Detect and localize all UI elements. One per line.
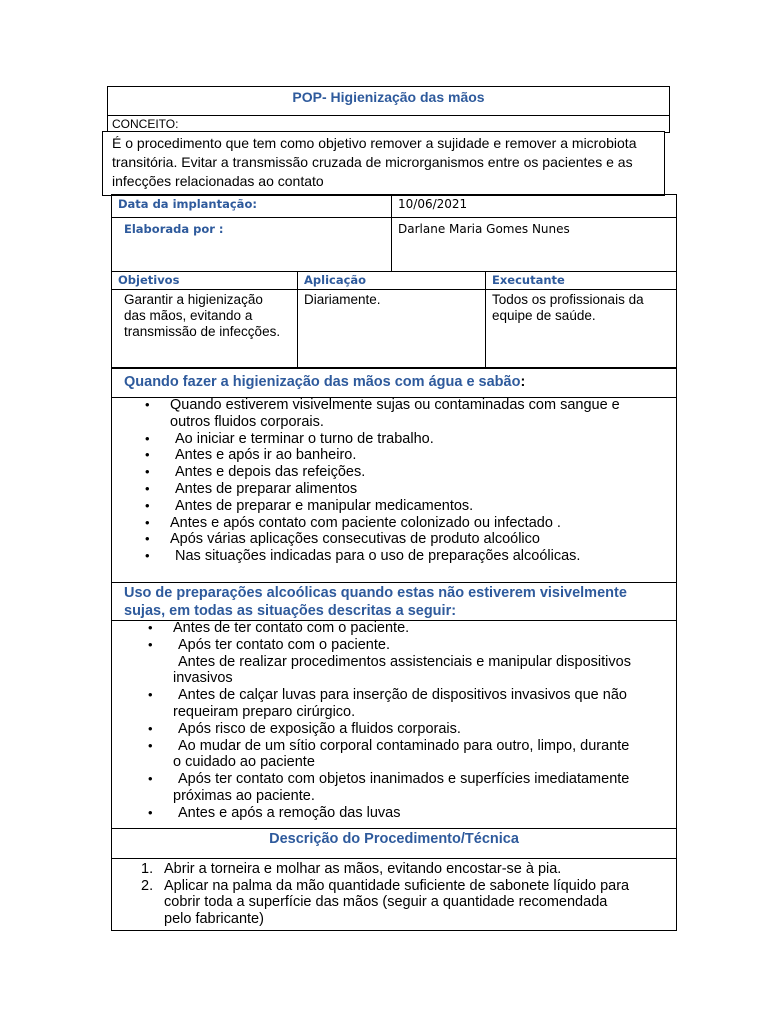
list-item: • Antes e depois das refeições. — [145, 464, 366, 481]
section2-heading-line: sujas, em todas as situações descritas a seguir: — [124, 603, 457, 619]
objetivos-header: Objetivos — [118, 273, 180, 287]
conceito-text-box — [102, 131, 665, 196]
aplicacao-line: Diariamente. — [304, 292, 381, 307]
section2-heading-line: Uso de preparações alcoólicas quando estas não estiverem visivelmente — [124, 585, 627, 601]
list-item: requeiram preparo cirúrgico. — [173, 703, 356, 720]
step-item: 1. Abrir a torneira e molhar as mãos, evitando encostar-se à pia. — [141, 861, 562, 877]
executante-line: Todos os profissionais da — [492, 292, 644, 307]
section3-heading: Descrição do Procedimento/Técnica — [269, 831, 519, 847]
list-item: • Antes de ter contato com o paciente. — [148, 620, 410, 636]
list-item: o cuidado ao paciente — [173, 754, 315, 771]
title-box — [107, 86, 670, 116]
list-item: invasivos — [173, 670, 233, 687]
list-item: • Após ter contato com o paciente. — [148, 636, 390, 653]
list-item: • Antes e após a remoção das luvas — [148, 804, 401, 821]
list-item: • Nas situações indicadas para o uso de preparações alcoólicas. — [145, 548, 581, 565]
data-implantacao-value: 10/06/2021 — [398, 197, 468, 211]
executante-header: Executante — [492, 273, 565, 287]
conceito-line: infecções relacionadas ao contato — [112, 173, 324, 189]
list-item: • Antes e após contato com paciente colonizado ou infectado . — [145, 514, 561, 531]
section1-heading-suffix: : — [520, 374, 526, 390]
list-item: • Após risco de exposição a fluidos corporais. — [148, 720, 461, 737]
objetivos-line: das mãos, evitando a — [124, 308, 253, 323]
section2-heading — [112, 583, 676, 620]
conceito-line: É o procedimento que tem como objetivo remover a sujidade e remover a microbiota — [112, 135, 637, 151]
objetivos-line: Garantir a higienização — [124, 292, 263, 307]
page-title: POP- Higienização das mãos — [292, 89, 485, 105]
aplicacao-header: Aplicação — [304, 273, 367, 287]
list-item: outros fluidos corporais. — [170, 413, 324, 430]
list-item: • Antes de preparar alimentos — [145, 480, 358, 497]
list-item: • Antes de calçar luvas para inserção de dispositivos invasivos que não — [148, 687, 627, 704]
objetivos-line: transmissão de infecções. — [124, 324, 281, 339]
list-item: • Antes de preparar e manipular medicamentos. — [145, 497, 474, 514]
info-table — [111, 194, 677, 272]
list-item: Antes de realizar procedimentos assistenciais e manipular dispositivos — [178, 653, 631, 670]
elaborada-label: Elaborada por : — [124, 222, 224, 236]
sections-table — [111, 367, 677, 931]
section1-list — [112, 397, 676, 565]
list-item: • Antes e após ir ao banheiro. — [145, 447, 357, 464]
list-item: • Ao iniciar e terminar o turno de trabalho. — [145, 430, 434, 447]
details-table — [111, 271, 677, 369]
section1-heading — [112, 368, 676, 391]
list-item: • Após várias aplicações consecutivas de produto alcoólico — [145, 531, 540, 548]
list-item: próximas ao paciente. — [173, 787, 315, 804]
section1-heading-text: Quando fazer a higienização das mãos com água e sabão — [124, 374, 521, 390]
steps-list — [112, 859, 676, 927]
step-item: 2. Aplicar na palma da mão quantidade suficiente de sabonete líquido para cobrir toda a superfície das mãos (seguir a quantidade recomendada pelo fabricante) — [141, 877, 630, 927]
elaborada-value: Darlane Maria Gomes Nunes — [398, 222, 570, 236]
list-item: • Ao mudar de um sítio corporal contaminado para outro, limpo, durante — [148, 737, 630, 754]
list-item: • Quando estiverem visivelmente sujas ou contaminadas com sangue e — [145, 397, 620, 413]
section2-list — [112, 620, 676, 822]
executante-line: equipe de saúde. — [492, 308, 596, 323]
data-implantacao-label: Data da implantação: — [118, 197, 257, 211]
conceito-line: transitória. Evitar a transmissão cruzada de microrganismos entre os pacientes e as — [112, 154, 633, 170]
conceito-label: CONCEITO: — [112, 117, 179, 131]
list-item: • Após ter contato com objetos inanimados e superfícies imediatamente — [148, 771, 630, 788]
